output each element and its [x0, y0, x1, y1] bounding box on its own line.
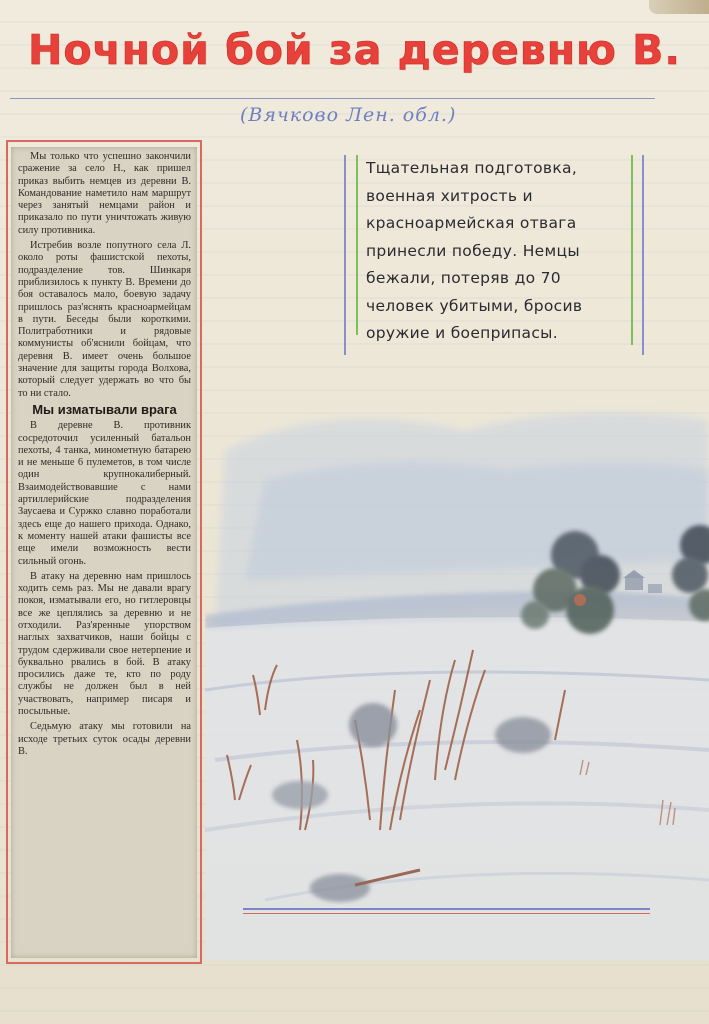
- clipping-paragraph: В деревне В. противник сосредоточил усиленный батальон пехоты, 4 танка, минометную батарею и не меньше 6 пулеметов, в том числе один крупнокалиберный. Взаимодействовавшие с нами артиллерийские подразделения Заусаева и Суржко славно поработали здесь еще до нашего прихода. Однако, к моменту нашей атаки фашисты все еще имели возможность вести сильный огонь.: [18, 420, 191, 567]
- newspaper-clipping: [6, 140, 202, 964]
- handwritten-place-note: (Вячково Лен. обл.): [240, 104, 457, 126]
- callout-rule-right-green: [631, 155, 633, 345]
- clipping-paragraph: В атаку на деревню нам пришлось ходить семь раз. Мы не давали врагу покоя, изматывали его, но гитлеровцы все же цеплялись за деревню и не отходили. Раз'яренные упорством наглых захватчиков, наши бойцы с трудом сдерживали свое нетерпение и буквально рвались в бой. В атаку просились даже те, кто по роду службы не должен был в ней участвовать, например писаря и посыльные.: [18, 570, 191, 718]
- bottom-rule-blue: [243, 908, 650, 910]
- page-title: Ночной бой за деревню В.: [28, 26, 681, 74]
- bottom-rule-red: [243, 913, 650, 914]
- clipping-paragraph: Седьмую атаку мы готовили на исходе третьих суток осады деревни В.: [18, 721, 191, 757]
- clipping-paragraph: Истребив возле попутного села Л. около роты фашистской пехоты, подразделение тов. Шинкаря приблизилось к пункту В. Времени до боя оставалось мало, боевую задачу пришлось раз'яснять красноармейцам в пути. Беседы были короткими. Политработники и рядовые коммунисты об'яснили бойцам, что деревня В. имеет очень большое значение для защиты города Волхова, который следует удержать во что бы то ни стало.: [18, 240, 191, 399]
- clipping-heading: Мы изматывали врага: [32, 401, 177, 417]
- callout-rule-left-green: [356, 155, 358, 335]
- callout-rule-right-blue: [642, 155, 644, 355]
- clipping-paragraph: Мы только что успешно закончили сражение за село Н., как пришел приказ выбить немцев из деревни В. Командование наметило нам маршрут через занятый немцами район и приказало по пути уничтожать живую силу противника.: [18, 151, 191, 236]
- callout-rule-left-blue: [344, 155, 346, 355]
- clipping-text: [11, 147, 197, 958]
- paper-corner: [649, 0, 709, 14]
- winter-landscape-drawing: [205, 360, 709, 960]
- title-underline: [10, 98, 655, 99]
- handwritten-callout: [344, 155, 644, 355]
- callout-text: Тщательная подготовка, военная хитрость и красноармейская отвага принесли победу. Немцы бежали, потеряв до 70 человек убитыми, бросив оружие и боеприпасы.: [366, 159, 583, 342]
